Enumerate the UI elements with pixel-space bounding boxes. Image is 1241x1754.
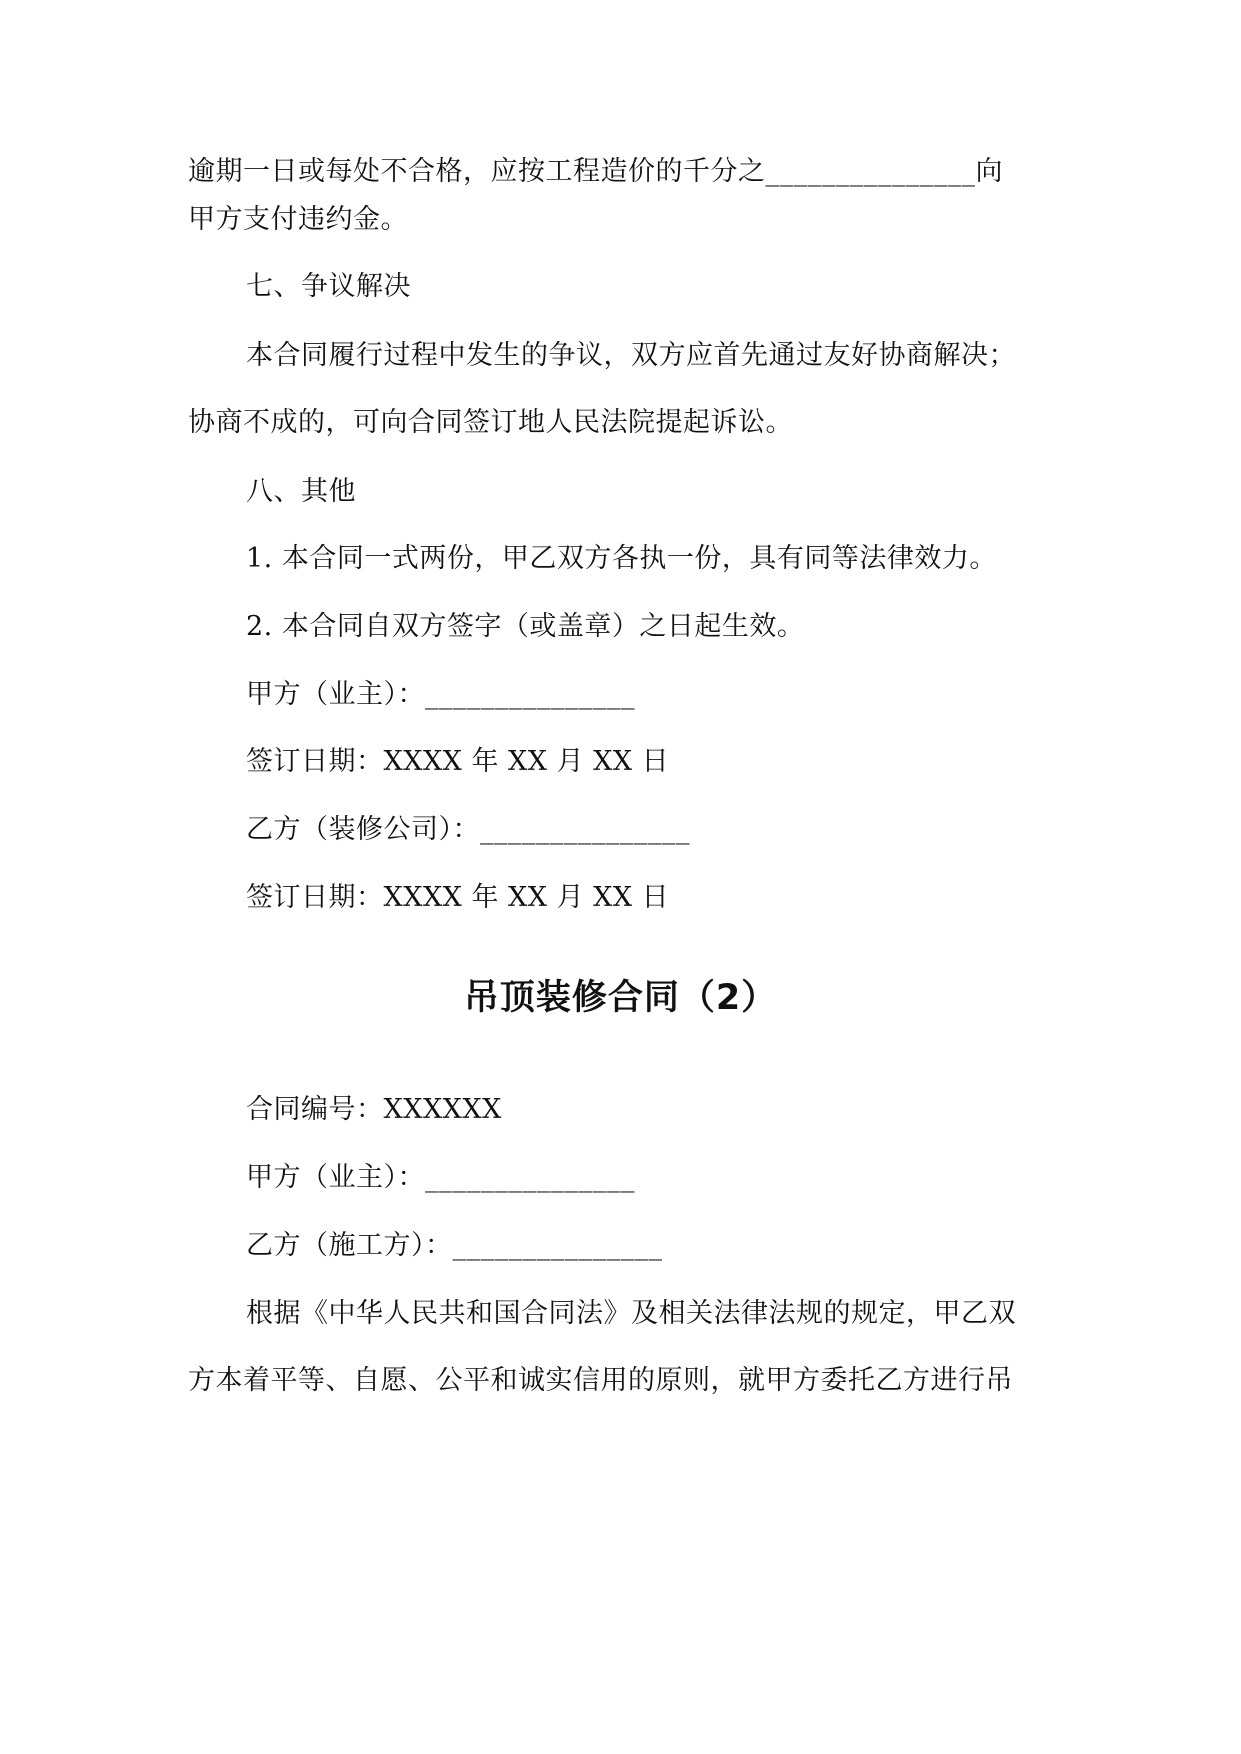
party-b-line: 乙方（施工方）：_______________ (246, 1230, 663, 1261)
section-heading-other: 八、其他 (246, 476, 356, 507)
party-a-signature-line: 甲方（业主）：_______________ (246, 679, 635, 710)
paragraph-line: 逾期一日或每处不合格，应按工程造价的千分之_______________向 (188, 156, 1003, 187)
paragraph-line: 方本着平等、自愿、公平和诚实信用的原则，就甲方委托乙方进行吊 (188, 1365, 1013, 1396)
party-a-line: 甲方（业主）：_______________ (246, 1162, 635, 1193)
list-item: 2. 本合同自双方签字（或盖章）之日起生效。 (246, 611, 805, 642)
section-heading-dispute: 七、争议解决 (246, 271, 411, 302)
paragraph-line: 根据《中华人民共和国合同法》及相关法律法规的规定，甲乙双 (246, 1298, 1016, 1329)
signing-date-line: 签订日期：XXXX 年 XX 月 XX 日 (246, 882, 670, 913)
list-item: 1. 本合同一式两份，甲乙双方各执一份，具有同等法律效力。 (246, 543, 997, 574)
signing-date-line: 签订日期：XXXX 年 XX 月 XX 日 (246, 746, 670, 777)
contract-title: 吊顶装修合同（2） (463, 978, 778, 1018)
party-b-signature-line: 乙方（装修公司）：_______________ (246, 814, 690, 845)
paragraph-line: 甲方支付违约金。 (188, 204, 408, 235)
paragraph-line: 本合同履行过程中发生的争议，双方应首先通过友好协商解决； (246, 340, 1016, 371)
paragraph-line: 协商不成的，可向合同签订地人民法院提起诉讼。 (188, 407, 793, 438)
contract-number-line: 合同编号：XXXXXX (246, 1094, 502, 1125)
